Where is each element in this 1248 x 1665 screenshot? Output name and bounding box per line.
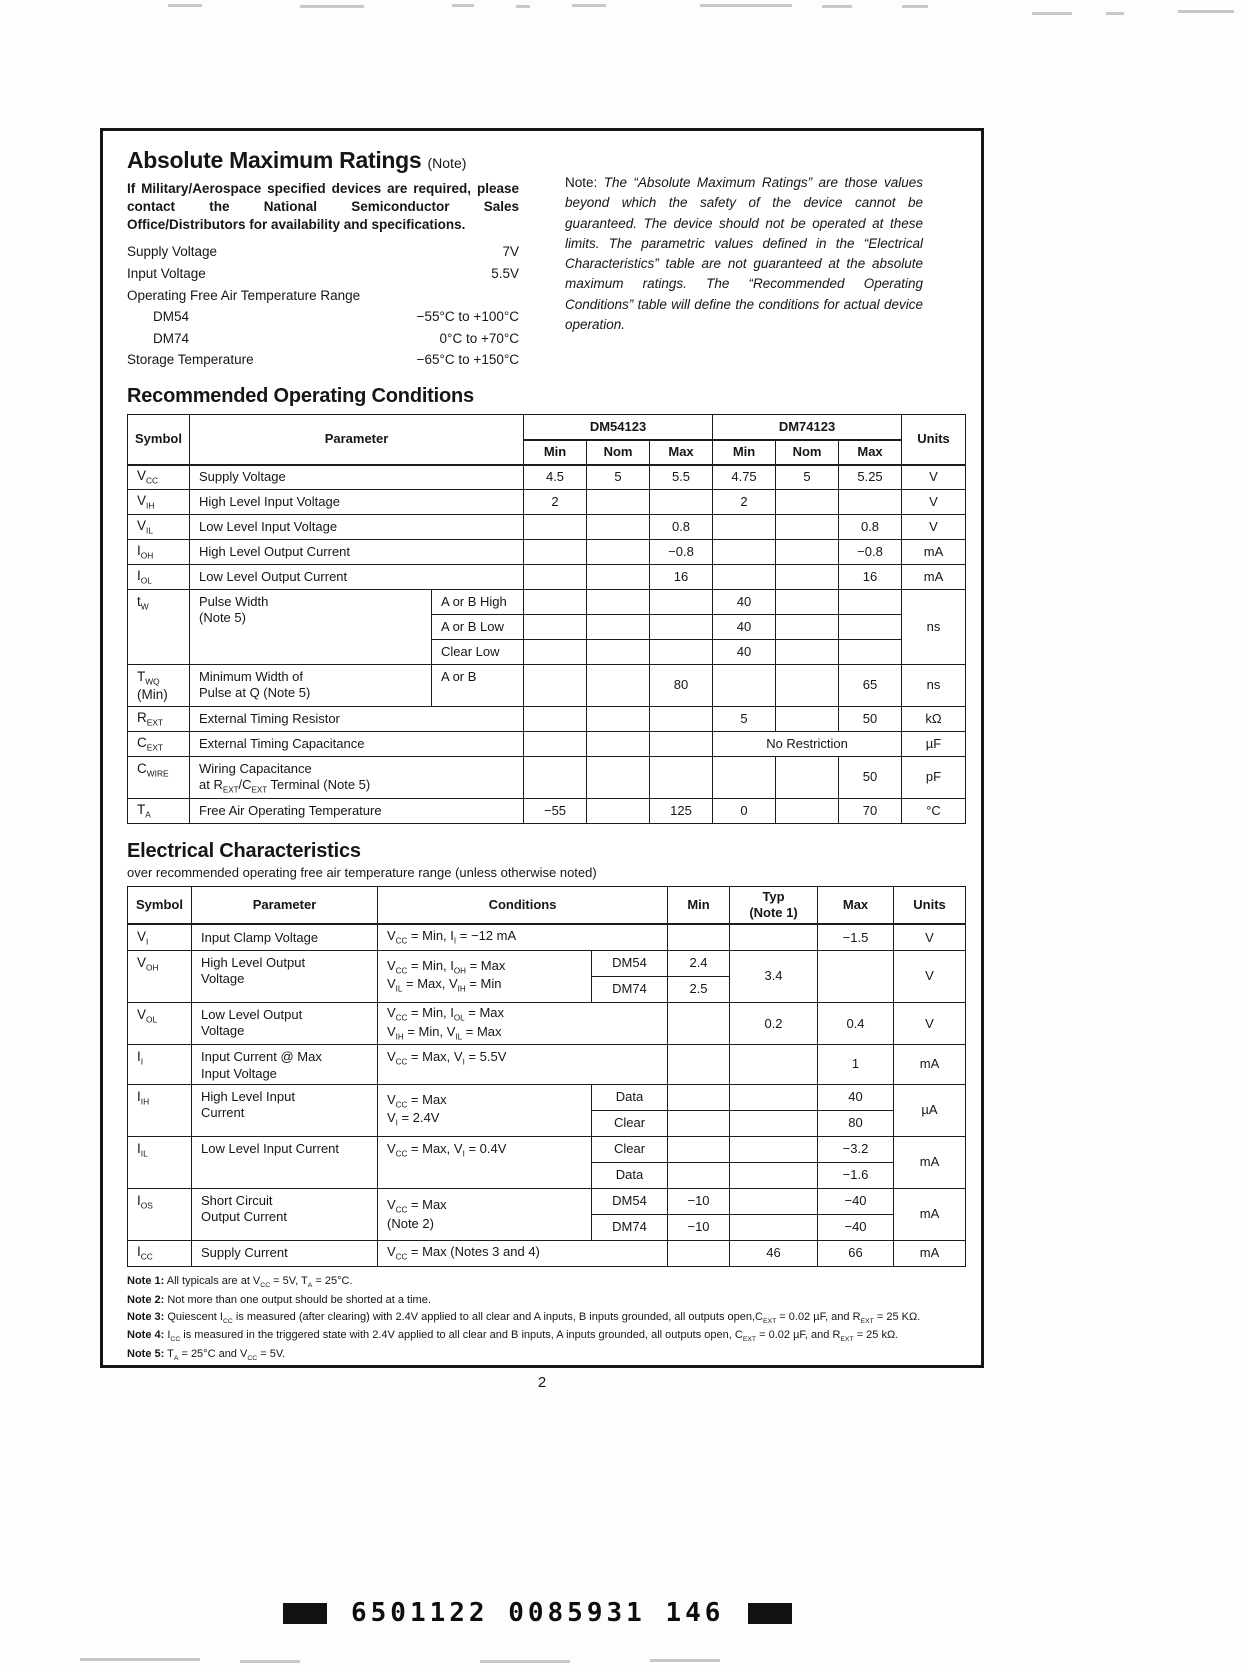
- table-cell: [839, 590, 902, 615]
- header-cell: Nom: [776, 440, 839, 465]
- header-cell: Max: [650, 440, 713, 465]
- table-cell: [776, 665, 839, 707]
- table-cell: [650, 707, 713, 732]
- electrical-characteristics-table: [127, 886, 966, 1267]
- table-cell: [650, 732, 713, 757]
- table-cell: mA: [894, 1045, 966, 1085]
- table-cell: [776, 640, 839, 665]
- table-cell: 1: [818, 1045, 894, 1085]
- table-cell: High Level Input Voltage: [190, 490, 524, 515]
- table-cell: Supply Current: [192, 1240, 378, 1266]
- table-cell: mA: [894, 1136, 966, 1188]
- note-line: Note 2: Not more than one output should be shorted at a time.: [127, 1293, 431, 1306]
- military-aerospace-warning: If Military/Aerospace specified devices are required, please contact the National Semiconductor Sales Office/Distributors for availability and specifications.: [127, 181, 519, 232]
- table-cell: Data: [592, 1162, 668, 1188]
- table-cell: Wiring Capacitance at $R_{EXT}/C_{EXT}$ Terminal (Note 5): [190, 757, 524, 799]
- table-cell: [713, 540, 776, 565]
- table-cell: 65: [839, 665, 902, 707]
- abs-max-note-paragraph: [565, 173, 923, 335]
- rating-label: DM54: [153, 309, 190, 325]
- rating-label: DM74: [153, 330, 190, 346]
- absolute-maximum-ratings-section: [127, 147, 959, 371]
- rating-value: 5.5V: [491, 266, 519, 282]
- table-cell: [587, 615, 650, 640]
- table-cell: 125: [650, 798, 713, 823]
- header-cell: Min: [524, 440, 587, 465]
- table-cell: Supply Voltage: [190, 465, 524, 490]
- table-cell: Input Clamp Voltage: [192, 924, 378, 950]
- header-cell: Max: [839, 440, 902, 465]
- table-cell: −0.8: [839, 540, 902, 565]
- table-cell: µA: [894, 1084, 966, 1136]
- table-cell: [524, 615, 587, 640]
- barcode-block-left-icon: [283, 1603, 327, 1624]
- table-cell: DM74: [592, 1214, 668, 1240]
- table-cell: °C: [902, 798, 966, 823]
- table-cell: [730, 1188, 818, 1214]
- rating-item: [127, 349, 519, 371]
- table-cell: Minimum Width of Pulse at Q (Note 5): [190, 665, 432, 707]
- table-cell: $V_I$: [128, 924, 192, 950]
- rating-value: 7V: [502, 244, 519, 260]
- note-text: The “Absolute Maximum Ratings” are those values beyond which the safety of the device cannot be guaranteed. The device should not be operated at these limits. The parametric values defined in the “Electrical Characteristics” table are not guaranteed at the absolute maximum ratings. The “Recommended Operating Conditions” table will define the conditions for actual device operation.: [565, 175, 923, 332]
- header-cell: Min: [713, 440, 776, 465]
- abs-max-title-note: (Note): [427, 155, 467, 171]
- table-cell: pF: [902, 757, 966, 799]
- table-cell: A or B: [432, 665, 524, 707]
- table-cell: −10: [668, 1214, 730, 1240]
- table-cell: A or B Low: [432, 615, 524, 640]
- table-cell: Low Level Output Current: [190, 565, 524, 590]
- table-cell: [730, 924, 818, 950]
- table-cell: $C_{WIRE}$: [128, 757, 190, 799]
- table-cell: [776, 615, 839, 640]
- table-cell: [776, 515, 839, 540]
- table-cell: $V_{CC}$ = Min, $I_I = -12$ mA: [378, 924, 668, 950]
- table-cell: [730, 1162, 818, 1188]
- rating-value: −65°C to +150°C: [416, 352, 519, 368]
- table-cell: $V_{CC}$ = Max (Notes 3 and 4): [378, 1240, 668, 1266]
- table-cell: $I_{CC}$: [128, 1240, 192, 1266]
- table-cell: $V_{CC}$ = Max (Note 2): [378, 1188, 592, 1240]
- table-cell: [587, 707, 650, 732]
- table-cell: No Restriction: [713, 732, 902, 757]
- table-cell: [524, 665, 587, 707]
- table-cell: [839, 615, 902, 640]
- rating-value: 0°C to +70°C: [439, 330, 519, 346]
- table-cell: [713, 565, 776, 590]
- table-cell: $I_{OH}$: [128, 540, 190, 565]
- footer-code-text: 6501122 0085931 146: [351, 1598, 725, 1628]
- note-line: Note 4: $I_{CC}$ is measured in the triggered state with 2.4V applied to all clear and B inputs, A inputs grounded, all outputs open, $C_{EXT} = 0.02$ µF, and $R_{EXT} = 25$ kΩ.: [127, 1329, 899, 1344]
- table-cell: [587, 515, 650, 540]
- table-cell: [776, 490, 839, 515]
- header-cell: Typ (Note 1): [730, 886, 818, 924]
- rating-item: [127, 328, 519, 350]
- table-cell: −0.8: [650, 540, 713, 565]
- table-cell: Low Level Input Current: [192, 1136, 378, 1188]
- table-cell: 70: [839, 798, 902, 823]
- abs-max-title: Absolute Maximum Ratings (Note): [127, 147, 467, 173]
- table-cell: [587, 590, 650, 615]
- footer-code-line: [283, 1598, 792, 1628]
- header-cell: Min: [668, 886, 730, 924]
- table-cell: [524, 540, 587, 565]
- table-cell: 0.4: [818, 1002, 894, 1044]
- table-cell: [668, 1136, 730, 1162]
- table-cell: V: [894, 1002, 966, 1044]
- table-cell: 40: [713, 590, 776, 615]
- ec-title: Electrical Characteristics: [127, 839, 361, 862]
- table-cell: 5.5: [650, 465, 713, 490]
- table-cell: 80: [650, 665, 713, 707]
- table-cell: [668, 924, 730, 950]
- table-cell: [524, 757, 587, 799]
- table-cell: [587, 757, 650, 799]
- table-cell: ns: [902, 590, 966, 665]
- table-cell: 40: [713, 615, 776, 640]
- table-cell: 5: [587, 465, 650, 490]
- table-cell: 5: [776, 465, 839, 490]
- table-cell: $I_{OL}$: [128, 565, 190, 590]
- table-cell: Short Circuit Output Current: [192, 1188, 378, 1240]
- table-cell: µF: [902, 732, 966, 757]
- table-cell: DM54: [592, 1188, 668, 1214]
- table-cell: $V_{OH}$: [128, 950, 192, 1002]
- table-cell: Clear: [592, 1110, 668, 1136]
- recommended-operating-conditions-table: [127, 414, 966, 824]
- table-cell: DM54: [592, 950, 668, 976]
- table-cell: High Level Input Current: [192, 1084, 378, 1136]
- table-cell: [730, 1045, 818, 1085]
- table-cell: [524, 732, 587, 757]
- table-cell: mA: [902, 540, 966, 565]
- table-cell: V: [894, 950, 966, 1002]
- header-cell: DM54123: [524, 415, 713, 440]
- rating-item: [127, 285, 519, 307]
- table-cell: 16: [650, 565, 713, 590]
- table-cell: [587, 732, 650, 757]
- table-cell: [650, 615, 713, 640]
- table-cell: 0.8: [650, 515, 713, 540]
- table-cell: −1.5: [818, 924, 894, 950]
- table-cell: 0: [713, 798, 776, 823]
- table-cell: kΩ: [902, 707, 966, 732]
- table-cell: 5.25: [839, 465, 902, 490]
- table-cell: [730, 1214, 818, 1240]
- table-cell: $I_I$: [128, 1045, 192, 1085]
- table-cell: [587, 565, 650, 590]
- rating-item: [127, 263, 519, 285]
- table-cell: $T_A$: [128, 798, 190, 823]
- table-cell: V: [902, 515, 966, 540]
- table-cell: mA: [894, 1240, 966, 1266]
- table-cell: [776, 707, 839, 732]
- table-cell: [776, 798, 839, 823]
- table-cell: 4.75: [713, 465, 776, 490]
- note-line: Note 5: $T_A = 25^\circ C$ and $V_{CC} = 5V$.: [127, 1348, 286, 1363]
- table-cell: 2: [713, 490, 776, 515]
- table-cell: $I_{IH}$: [128, 1084, 192, 1136]
- table-cell: $V_{CC}$ = Max, $V_I = 0.4V$: [378, 1136, 592, 1188]
- table-cell: [668, 1240, 730, 1266]
- table-cell: 4.5: [524, 465, 587, 490]
- barcode-block-right-icon: [748, 1603, 792, 1624]
- table-cell: V: [902, 490, 966, 515]
- table-cell: [776, 590, 839, 615]
- rating-item: [127, 306, 519, 328]
- table-cell: [839, 490, 902, 515]
- table-cell: mA: [902, 565, 966, 590]
- header-cell: Parameter: [192, 886, 378, 924]
- note-line: Note 3: Quiescent $I_{CC}$ is measured (after clearing) with 2.4V applied to all clear and A inputs, B inputs grounded, all outputs $open,C_{EXT} = 0.02$ µF, and $R_{EXT} = 25$ KΩ.: [127, 1310, 921, 1325]
- table-cell: −3.2: [818, 1136, 894, 1162]
- table-cell: [587, 665, 650, 707]
- table-cell: −1.6: [818, 1162, 894, 1188]
- table-cell: A or B High: [432, 590, 524, 615]
- table-cell: [587, 798, 650, 823]
- table-cell: 50: [839, 757, 902, 799]
- rating-value: −55°C to +100°C: [416, 309, 519, 325]
- ec-subtitle: over recommended operating free air temperature range (unless otherwise noted): [127, 864, 597, 880]
- table-cell: −40: [818, 1188, 894, 1214]
- table-cell: High Level Output Voltage: [192, 950, 378, 1002]
- table-cell: [668, 1045, 730, 1085]
- table-cell: V: [902, 465, 966, 490]
- table-cell: [818, 950, 894, 1002]
- header-cell: Units: [902, 415, 966, 465]
- table-cell: $V_{CC}$: [128, 465, 190, 490]
- table-cell: V: [894, 924, 966, 950]
- table-cell: 50: [839, 707, 902, 732]
- table-cell: $R_{EXT}$: [128, 707, 190, 732]
- table-cell: [776, 540, 839, 565]
- table-cell: −40: [818, 1214, 894, 1240]
- header-cell: Nom: [587, 440, 650, 465]
- table-cell: $I_{IL}$: [128, 1136, 192, 1188]
- table-cell: [776, 757, 839, 799]
- table-cell: 3.4: [730, 950, 818, 1002]
- table-cell: [668, 1110, 730, 1136]
- table-cell: [587, 540, 650, 565]
- table-cell: External Timing Capacitance: [190, 732, 524, 757]
- roc-title: Recommended Operating Conditions: [127, 385, 474, 407]
- table-cell: Low Level Input Voltage: [190, 515, 524, 540]
- table-cell: [668, 1002, 730, 1044]
- table-cell: [524, 590, 587, 615]
- table-cell: [713, 665, 776, 707]
- table-cell: [524, 565, 587, 590]
- table-cell: $V_{CC}$ = Min, $I_{OL}$ = Max $V_{IH}$ = Min, $V_{IL}$ = Max: [378, 1002, 668, 1044]
- table-cell: [524, 707, 587, 732]
- datasheet-frame: [100, 128, 984, 1368]
- footnotes: [127, 1273, 959, 1365]
- table-cell: [650, 590, 713, 615]
- table-cell: Data: [592, 1084, 668, 1110]
- table-cell: Free Air Operating Temperature: [190, 798, 524, 823]
- header-cell: Max: [818, 886, 894, 924]
- table-cell: 2.5: [668, 976, 730, 1002]
- table-cell: Pulse Width (Note 5): [190, 590, 432, 665]
- rating-item: [127, 241, 519, 263]
- header-cell: Symbol: [128, 886, 192, 924]
- table-cell: DM74: [592, 976, 668, 1002]
- table-cell: [730, 1084, 818, 1110]
- table-cell: Clear Low: [432, 640, 524, 665]
- table-cell: [524, 515, 587, 540]
- table-cell: External Timing Resistor: [190, 707, 524, 732]
- table-cell: [650, 757, 713, 799]
- table-cell: [730, 1110, 818, 1136]
- table-cell: 46: [730, 1240, 818, 1266]
- table-cell: −10: [668, 1188, 730, 1214]
- table-cell: 0.8: [839, 515, 902, 540]
- table-cell: [668, 1084, 730, 1110]
- rating-label: Supply Voltage: [127, 244, 218, 260]
- table-cell: $T_{WQ}$ (Min): [128, 665, 190, 707]
- table-cell: $t_W$: [128, 590, 190, 665]
- table-cell: [776, 565, 839, 590]
- table-cell: 2.4: [668, 950, 730, 976]
- table-cell: Clear: [592, 1136, 668, 1162]
- table-cell: Low Level Output Voltage: [192, 1002, 378, 1044]
- table-cell: [650, 640, 713, 665]
- table-cell: [587, 490, 650, 515]
- table-cell: $I_{OS}$: [128, 1188, 192, 1240]
- table-cell: 80: [818, 1110, 894, 1136]
- table-cell: 40: [818, 1084, 894, 1110]
- ratings-list: [127, 241, 519, 371]
- table-cell: 5: [713, 707, 776, 732]
- table-cell: 16: [839, 565, 902, 590]
- table-cell: $V_{CC}$ = Min, $I_{OH}$ = Max $V_{IL}$ = Max, $V_{IH}$ = Min: [378, 950, 592, 1002]
- rating-label: Input Voltage: [127, 266, 206, 282]
- table-cell: mA: [894, 1188, 966, 1240]
- table-cell: $V_{CC}$ = Max $V_I = 2.4V$: [378, 1084, 592, 1136]
- rating-label: Storage Temperature: [127, 352, 254, 368]
- page-number: 2: [537, 1374, 547, 1391]
- table-cell: [730, 1136, 818, 1162]
- header-cell: DM74123: [713, 415, 902, 440]
- table-cell: [713, 757, 776, 799]
- table-cell: [713, 515, 776, 540]
- note-line: Note 1: All typicals are at $V_{CC} = 5V$, $T_A = 25^\circ C$.: [127, 1274, 353, 1289]
- table-cell: ns: [902, 665, 966, 707]
- table-cell: [587, 640, 650, 665]
- table-cell: High Level Output Current: [190, 540, 524, 565]
- table-cell: [650, 490, 713, 515]
- table-cell: $V_{OL}$: [128, 1002, 192, 1044]
- rating-label: Operating Free Air Temperature Range: [127, 287, 361, 303]
- table-cell: $V_{CC}$ = Max, $V_I = 5.5V$: [378, 1045, 668, 1085]
- header-cell: Conditions: [378, 886, 668, 924]
- header-cell: Symbol: [128, 415, 190, 465]
- header-cell: Parameter: [190, 415, 524, 465]
- table-cell: $V_{IL}$: [128, 515, 190, 540]
- table-cell: [839, 640, 902, 665]
- table-cell: 66: [818, 1240, 894, 1266]
- table-cell: 0.2: [730, 1002, 818, 1044]
- table-cell: 2: [524, 490, 587, 515]
- table-cell: $C_{EXT}$: [128, 732, 190, 757]
- table-cell: [668, 1162, 730, 1188]
- header-cell: Units: [894, 886, 966, 924]
- table-cell: 40: [713, 640, 776, 665]
- table-cell: −55: [524, 798, 587, 823]
- table-cell: [524, 640, 587, 665]
- table-cell: Input Current @ Max Input Voltage: [192, 1045, 378, 1085]
- table-cell: $V_{IH}$: [128, 490, 190, 515]
- note-label: Note:: [565, 175, 598, 190]
